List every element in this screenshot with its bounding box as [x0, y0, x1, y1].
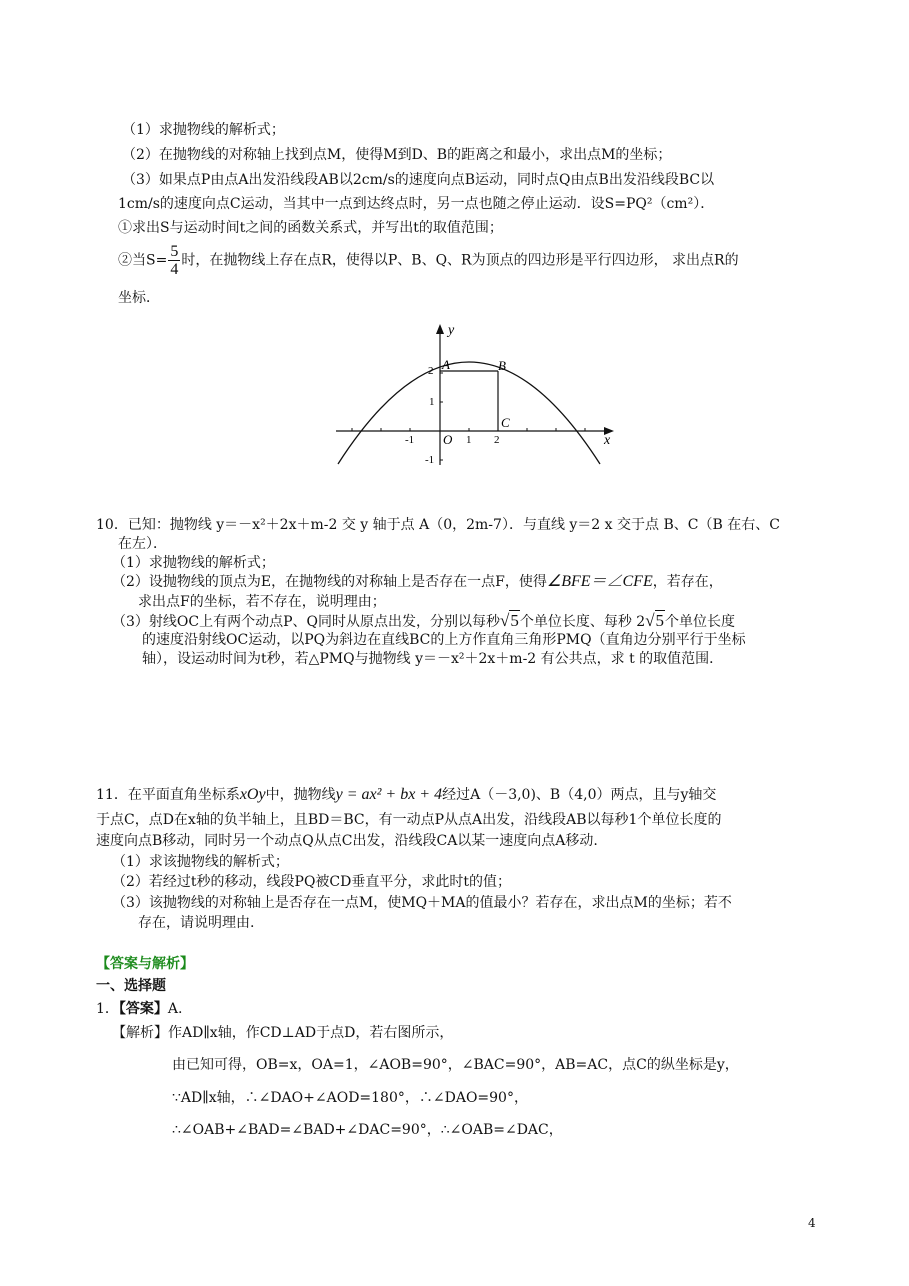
- fraction: [168, 243, 180, 278]
- q10-line1: 10．已知：抛物线 y＝－x²＋2x＋m-2 交 y 轴于点 A（0，2m-7）．与直线 y＝2 x 交于点 B、C（B 在右、C: [96, 517, 780, 533]
- q10-sub3-pre: （3）射线OC上有两个动点P、Q同时从原点出发，分别以每秒: [112, 614, 500, 630]
- q10-sub2: [112, 573, 723, 591]
- q11-equation: y = ax² + bx + 4: [335, 786, 443, 803]
- analysis-line-a: 由已知可得，OB=x，OA=1，∠AOB=90°，∠BAC=90°，AB=AC，点C的纵坐标是y，: [172, 1057, 739, 1073]
- q9-sub2: （2）在抛物线的对称轴上找到点M，使得M到D、B的距离之和最小，求出点M的坐标；: [122, 147, 672, 163]
- answer-1: [96, 1000, 182, 1018]
- q10-sub2-cont: 求出点F的坐标，若不存在，说明理由；: [138, 594, 386, 610]
- analysis-text: 作AD∥x轴，作CD⊥AD于点D，若右图所示，: [168, 1025, 454, 1041]
- page-number: 4: [808, 1216, 816, 1230]
- q11-line3: 速度向点B移动，同时另一个动点Q从点C出发，沿线段CA以某一速度向点A移动.: [96, 833, 598, 849]
- fraction-numerator: 5: [170, 243, 179, 260]
- point-C-label: C: [501, 415, 510, 430]
- answer-label: 【答案】: [118, 1001, 168, 1017]
- q10-sub3-line3: 轴），设运动时间为t秒，若△PMQ与抛物线 y＝－x²＋2x＋m-2 有公共点，求 t 的取值范围．: [142, 651, 724, 667]
- parabola-curve: [338, 362, 600, 464]
- origin-label: O: [443, 432, 453, 447]
- analysis-label: 【解析】: [112, 1025, 168, 1041]
- tick-label-x2: 2: [494, 434, 500, 446]
- sqrt-2-radicand: 5: [655, 611, 665, 630]
- tick-label-y-neg1: -1: [425, 454, 435, 466]
- answers-heading: 【答案与解析】: [96, 956, 194, 972]
- q9-item2: [118, 243, 739, 278]
- q11-line1-pre: 11．在平面直角坐标系: [96, 787, 240, 803]
- answer-value: A.: [167, 1001, 183, 1017]
- y-axis-label: y: [448, 323, 455, 338]
- answer-number: 1．: [96, 1001, 119, 1017]
- q10-sub3-line2: 的速度沿射线OC运动，以PQ为斜边在直线BC的上方作直角三角形PMQ（直角边分别平行于坐标: [142, 632, 746, 648]
- q9-item2-cont: 坐标．: [118, 290, 160, 306]
- sqrt-2: √5: [645, 611, 665, 630]
- tick-label-y2: 2: [428, 365, 434, 377]
- q11-sub3-line2: 存在，请说明理由.: [138, 915, 255, 931]
- point-A-label: A: [442, 357, 450, 372]
- q11-sub1: （1）求该抛物线的解析式；: [112, 854, 289, 870]
- sqrt-1-radicand: 5: [510, 611, 519, 630]
- q9-sub1: （1）求抛物线的解析式；: [122, 122, 285, 138]
- q11-line1-mid: 中，抛物线: [265, 787, 336, 803]
- q10-sub3-mid: 个单位长度、每秒 2: [519, 614, 646, 630]
- analysis-line-c: ∴∠OAB+∠BAD=∠BAD+∠DAC=90°，∴∠OAB=∠DAC，: [172, 1122, 563, 1138]
- tick-label-y1: 1: [429, 396, 435, 408]
- q11-sub2: （2）若经过t秒的移动，线段PQ被CD垂直平分，求此时t的值；: [112, 874, 511, 890]
- x-axis-label: x: [604, 433, 611, 448]
- sqrt-1: √5: [500, 611, 519, 630]
- analysis: [112, 1024, 453, 1042]
- q10-sub3: [112, 612, 735, 631]
- fraction-denominator: 4: [170, 261, 179, 278]
- analysis-line-b: ∵AD∥x轴，∴∠DAO+∠AOD=180°，∴∠DAO=90°，: [172, 1090, 528, 1106]
- y-axis-arrow-icon: [436, 324, 444, 334]
- q10-sub2-math: ∠BFE＝∠CFE: [546, 573, 653, 590]
- parabola-figure: [330, 320, 620, 470]
- section-heading: 一、选择题: [96, 978, 166, 994]
- point-B-label: B: [498, 358, 506, 373]
- q9-item2-pre: ②当S=: [118, 252, 168, 269]
- q10-sub2-post: ，若存在，: [652, 574, 723, 590]
- q9-sub3-line2: 1cm/s的速度向点C运动，当其中一点到达终点时，另一点也随之停止运动．设S=PQ²（cm²）．: [118, 196, 715, 212]
- q11-line1-post: 经过A（－3,0)、B（4,0）两点，且与y轴交: [442, 787, 717, 803]
- q11-xoy: xOy: [239, 786, 266, 803]
- q10-sub3-post: 个单位长度: [665, 614, 736, 630]
- tick-label-x-neg1: -1: [405, 434, 415, 446]
- q11-sub3-line1: （3）该抛物线的对称轴上是否存在一点M，使MQ＋MA的值最小？若存在，求出点M的坐标；若不: [112, 895, 732, 911]
- q11-line1: [96, 786, 716, 804]
- q11-line2: 于点C，点D在x轴的负半轴上，且BD＝BC，有一动点P从点A出发，沿线段AB以每秒1个单位长度的: [96, 812, 722, 828]
- tick-label-x1: 1: [466, 434, 472, 446]
- q10-line2: 在左）．: [118, 536, 167, 552]
- q10-sub1: （1）求抛物线的解析式；: [112, 555, 275, 571]
- q9-item2-post: 时，在抛物线上存在点R，使得以P、B、Q、R为顶点的四边形是平行四边形， 求出点R的: [181, 252, 739, 269]
- q9-sub3-line1: （3）如果点P由点A出发沿线段AB以2cm/s的速度向点B运动，同时点Q由点B出发沿线段BC以: [122, 172, 715, 188]
- q9-item1: ①求出S与运动时间t之间的函数关系式，并写出t的取值范围；: [118, 220, 503, 236]
- q10-sub2-pre: （2）设抛物线的顶点为E，在抛物线的对称轴上是否存在一点F，使得: [112, 574, 547, 590]
